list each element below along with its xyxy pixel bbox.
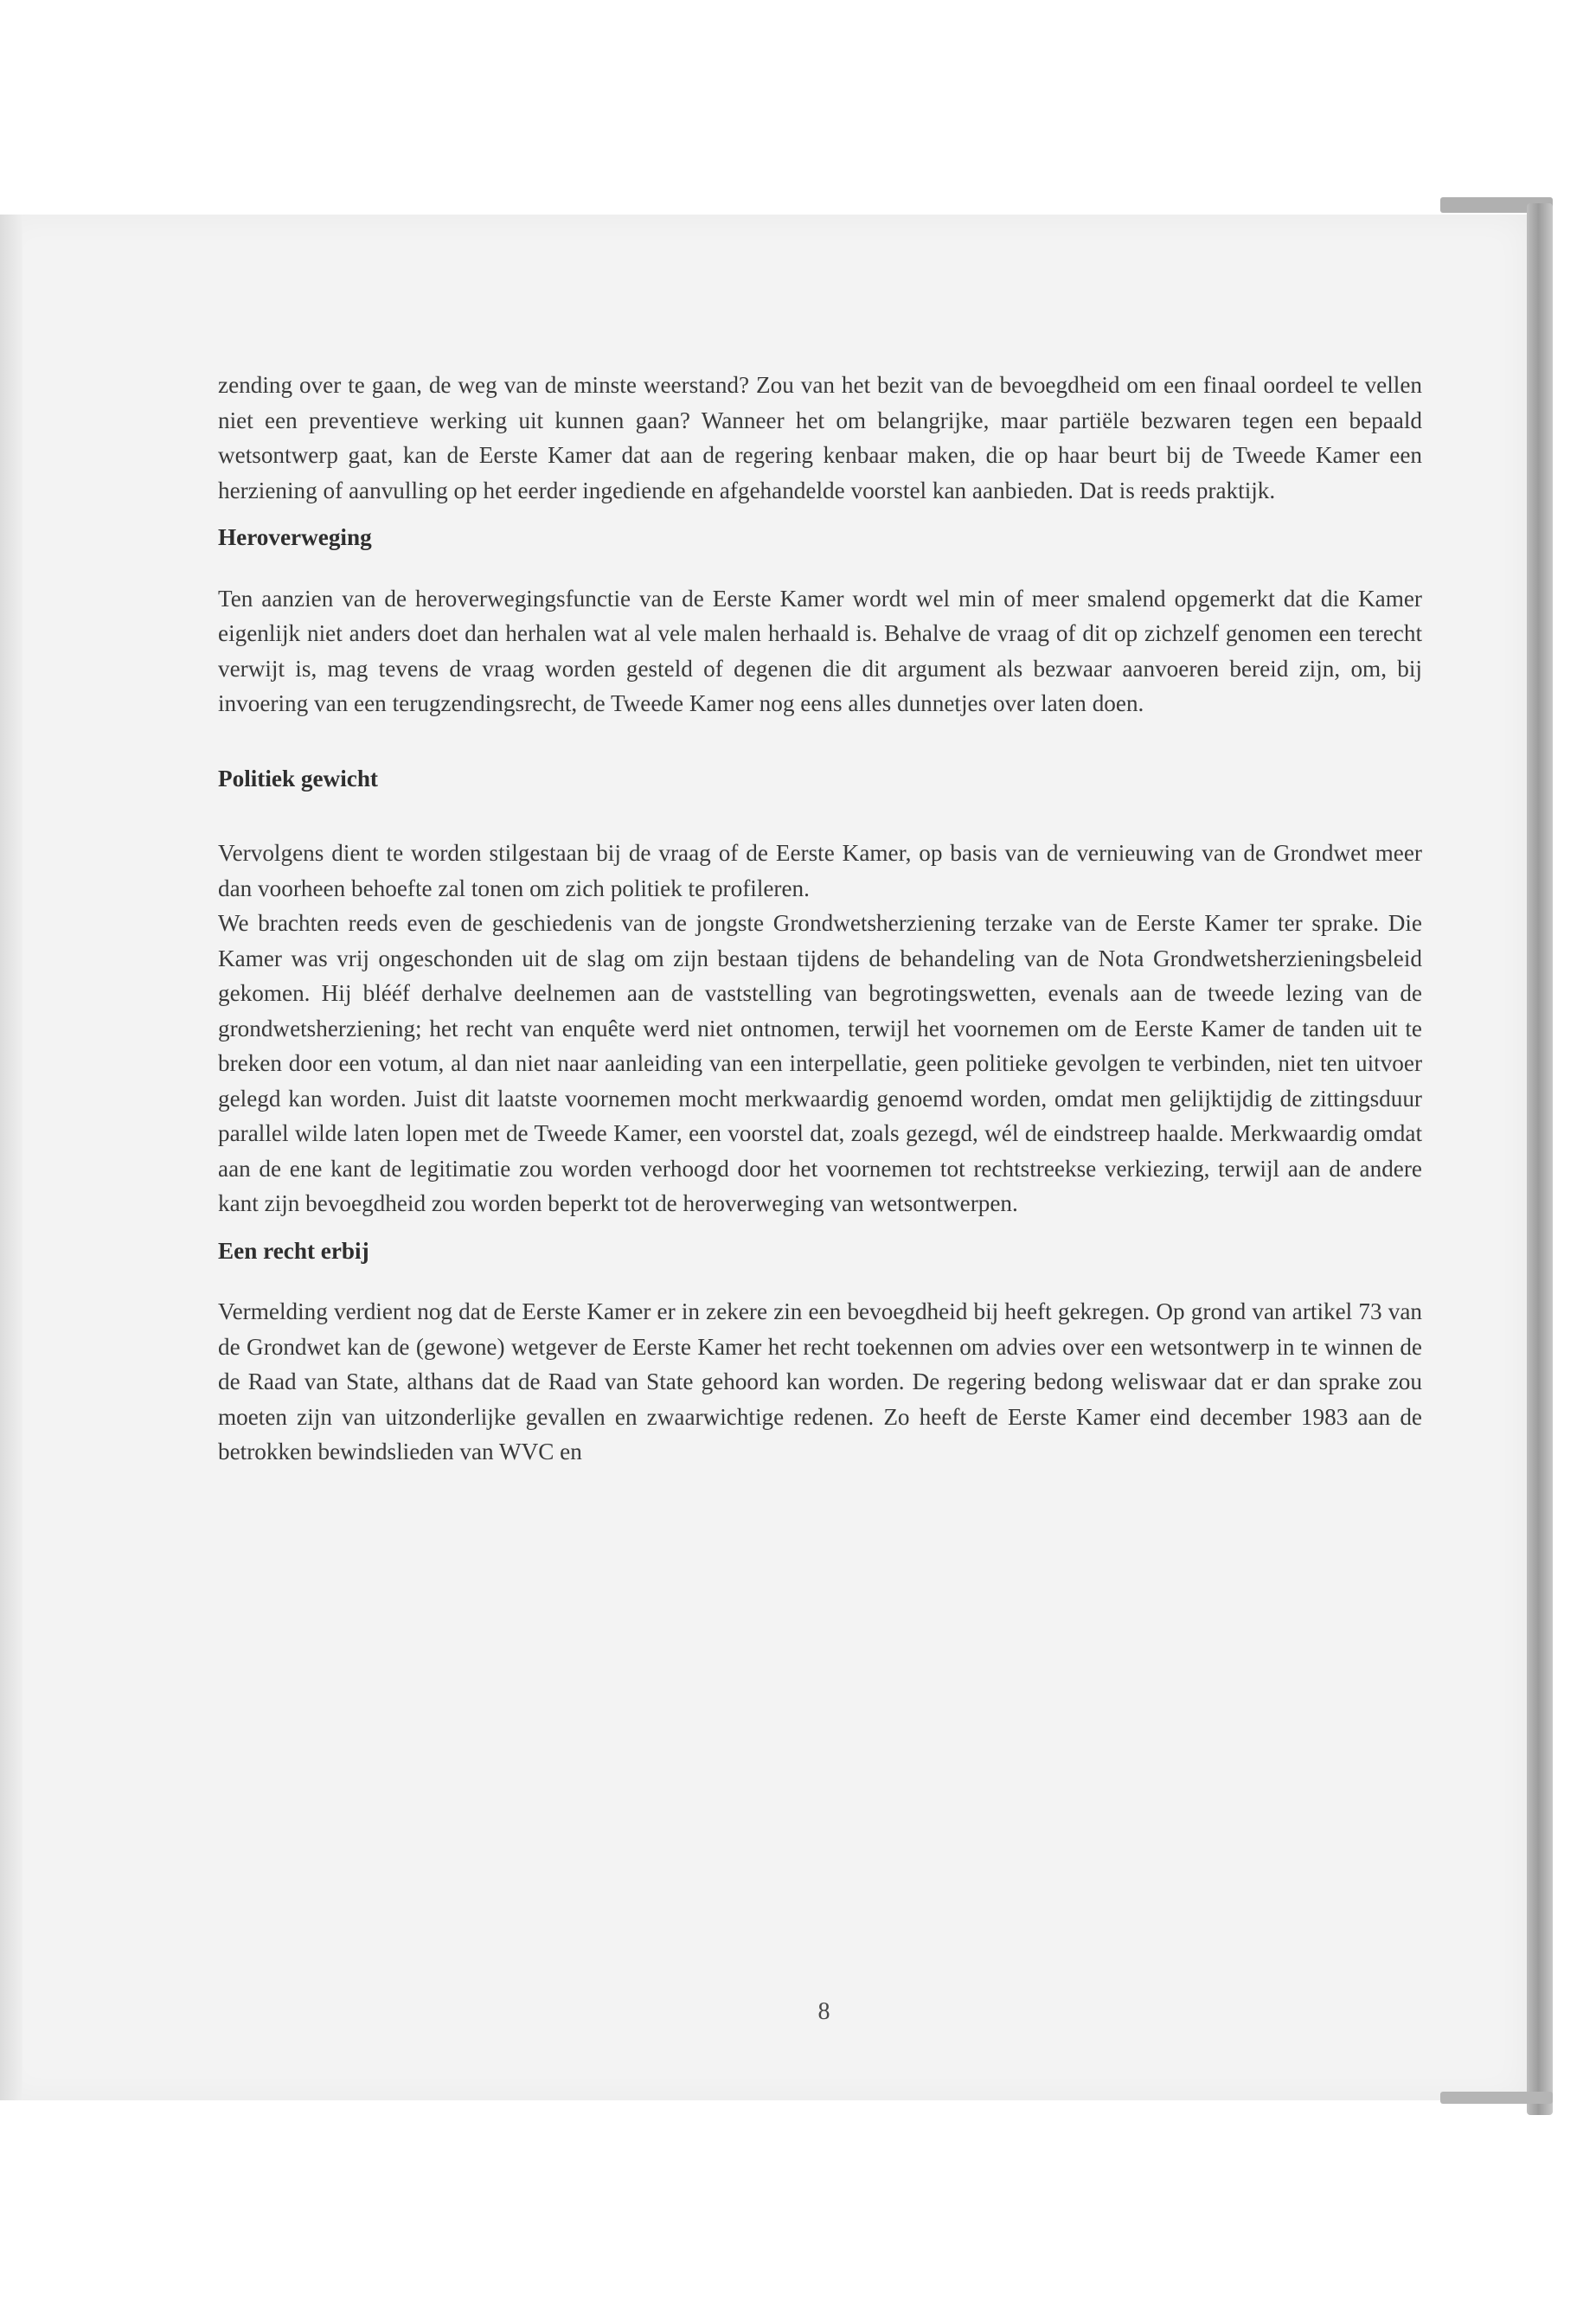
page-edge: [0, 215, 22, 2100]
heading-heroverweging: Heroverweging: [218, 524, 372, 550]
heading-politiek-gewicht: Politiek gewicht: [218, 765, 378, 792]
paragraph-intro: zending over te gaan, de weg van de minste weerstand? Zou van het bezit van de bevoegdheid om een finaal oordeel te vellen niet een preventieve werking uit kunnen gaan? Wanneer het om belangrijke, maar partiële bezwaren tegen een bepaald wetsontwerp gaat, kan de Eerste Kamer dat aan de regering kenbaar maken, die op haar beurt bij de Tweede Kamer een herziening of aanvulling op het eerder ingediende en afgehandelde voorstel kan aanbieden. Dat is reeds praktijk.: [218, 372, 1422, 503]
heading-een-recht-erbij: Een recht erbij: [218, 1237, 369, 1264]
binding-cap-bottom: [1440, 2092, 1553, 2104]
paragraph-heroverweging: Ten aanzien van de heroverwegingsfunctie van de Eerste Kamer wordt wel min of meer smalend opgemerkt dat die Kamer eigenlijk niet anders doet dan herhalen wat al vele malen herhaald is. Behalve de vraag of dit op zichzelf genomen een terecht verwijt is, mag tevens de vraag worden gesteld of degenen die dit argument als bezwaar aanvoeren bereid zijn, om, bij invoering van een terugzendingsrecht, de Tweede Kamer nog eens alles dunnetjes over laten doen.: [218, 585, 1422, 716]
paragraph-politiek-1: Vervolgens dient te worden stilgestaan bij de vraag of de Eerste Kamer, op basis van de vernieuwing van de Grondwet meer dan voorheen behoefte zal tonen om zich politiek te profileren.: [218, 840, 1422, 901]
paragraph-politiek-2: We brachten reeds even de geschiedenis van de jongste Grondwetsherziening terzake van de Eerste Kamer ter sprake. Die Kamer was vrij ongeschonden uit de slag om zijn bestaan tijdens de behandeling van de Nota Grondwetsherzieningsbeleid gekomen. Hij blééf derhalve deelnemen aan de vaststelling van begrotingswetten, evenals aan de tweede lezing van de grondwetsherziening; het recht van enquête werd niet ontnomen, terwijl het voornemen om de Eerste Kamer de tanden uit te breken door een votum, al dan niet naar aanleiding van een interpellatie, geen politieke gevolgen te verbinden, niet ten uitvoer gelegd kan worden. Juist dit laatste voornemen mocht merkwaardig genoemd worden, omdat men gelijktijdig de zittingsduur parallel wilde laten lopen met de Tweede Kamer, een voorstel dat, zoals gezegd, wél de eindstreep haalde. Merkwaardig omdat aan de ene kant de legitimatie zou worden verhoogd door het voornemen tot rechtstreekse verkiezing, terwijl aan de andere kant zijn bevoegdheid zou worden beperkt tot de heroverweging van wetsontwerpen.: [218, 910, 1422, 1216]
paragraph-een-recht-erbij: Vermelding verdient nog dat de Eerste Kamer er in zekere zin een bevoegdheid bij heeft gekregen. Op grond van artikel 73 van de Grondwet kan de (gewone) wetgever de Eerste Kamer het recht toekennen om advies over een wetsontwerp in te winnen de de Raad van State, althans dat de Raad van State gehoord kan worden. De regering bedong weliswaar dat er dan sprake zou moeten zijn van uitzonderlijke gevallen en zwaarwichtige redenen. Zo heeft de Eerste Kamer eind december 1983 aan de betrokken bewindslieden van WVC en: [218, 1298, 1422, 1465]
book-binding-spine: [1527, 203, 1553, 2115]
body-text: [218, 368, 1422, 1470]
page-number: 8: [817, 1998, 830, 2025]
